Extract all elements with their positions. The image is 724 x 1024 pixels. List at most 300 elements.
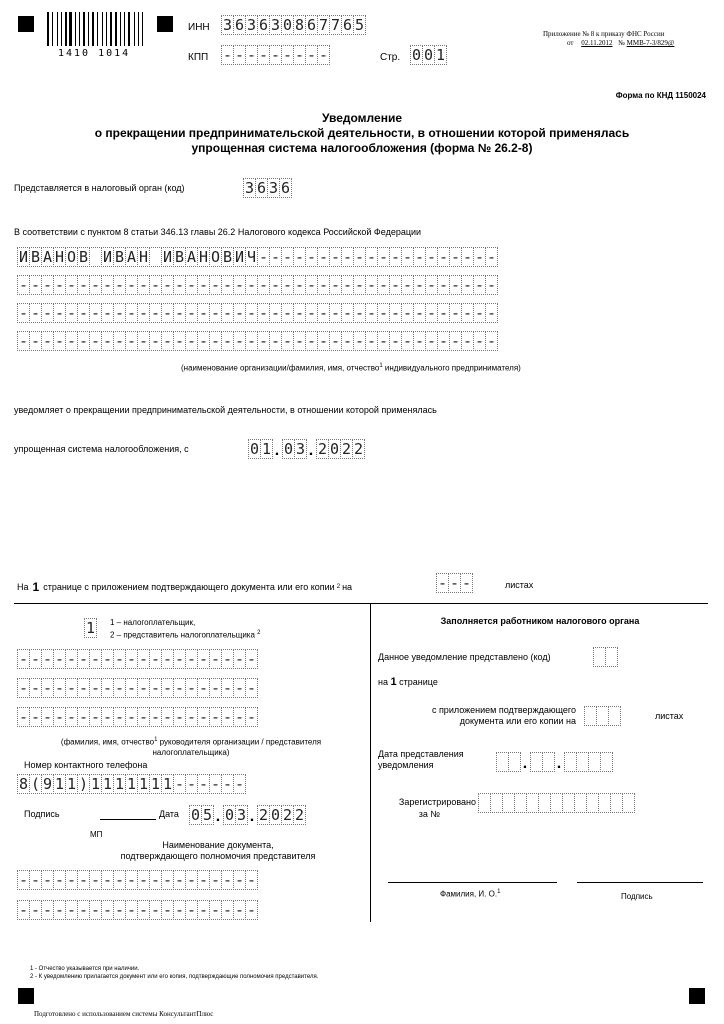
char-cell: - (318, 304, 329, 322)
char-cell: - (90, 901, 101, 919)
char-cell: Н (54, 248, 65, 266)
char-cell: - (54, 901, 65, 919)
empty-cell (622, 793, 635, 813)
doc-label (18, 840, 418, 862)
char-cell: - (474, 332, 485, 350)
char-cell: - (54, 304, 65, 322)
char-cell: - (246, 679, 257, 697)
char-cell: - (66, 901, 77, 919)
char-cell: - (342, 332, 353, 350)
char-cell: ( (30, 775, 41, 793)
form-code: Форма по КНД 1150024 (615, 91, 706, 100)
char-cell: - (234, 679, 245, 697)
char-cell: - (426, 248, 437, 266)
char-cell: - (126, 679, 137, 697)
char-cell: - (210, 332, 221, 350)
name-caption-tail: индивидуального предпринимателя) (384, 363, 521, 373)
char-cell: - (30, 679, 41, 697)
rep-caption3: налогоплательщика) (152, 747, 230, 757)
char-cell: - (270, 248, 281, 266)
char-cell: - (450, 332, 461, 350)
char-cell: - (198, 332, 209, 350)
char-cell: - (162, 304, 173, 322)
date-separator: . (274, 442, 280, 459)
char-cell: - (282, 276, 293, 294)
authority-sheets-cells (584, 706, 620, 726)
page-title (0, 111, 724, 156)
char-cell: 3 (295, 440, 306, 458)
authority-fio-text: Фамилия, И. О. (440, 889, 498, 899)
char-cell: 0 (270, 806, 281, 824)
char-cell: - (78, 304, 89, 322)
char-cell: - (186, 901, 197, 919)
char-cell: - (174, 775, 185, 793)
kpp-label: КПП (188, 52, 209, 63)
char-cell: - (174, 708, 185, 726)
char-cell: В (174, 248, 185, 266)
char-cell: - (174, 679, 185, 697)
char-cell: - (186, 679, 197, 697)
char-cell: В (30, 248, 41, 266)
char-cell: 0 (423, 46, 434, 64)
char-cell: - (78, 901, 89, 919)
char-cell: - (258, 332, 269, 350)
char-cell: 7 (330, 16, 341, 34)
char-cell: - (354, 304, 365, 322)
barcode-bar (115, 12, 117, 46)
authority-on-suffix: странице (399, 677, 438, 687)
section-divider (14, 603, 708, 604)
char-cell: 0 (283, 440, 294, 458)
char-cell: - (150, 332, 161, 350)
char-cell: - (234, 775, 245, 793)
char-cell: - (438, 304, 449, 322)
barcode-bar (131, 12, 134, 46)
name-row-3 (17, 303, 497, 323)
authority-on-count: 1 (390, 676, 397, 688)
phone-label: Номер контактного телефона (24, 760, 148, 770)
char-cell: - (318, 332, 329, 350)
char-cell: - (390, 248, 401, 266)
barcode-bar (52, 12, 53, 46)
char-cell: - (330, 332, 341, 350)
char-cell: - (162, 650, 173, 668)
char-cell: - (438, 332, 449, 350)
char-cell: - (198, 871, 209, 889)
taxpayer-option1: 1 – налогоплательщик, (110, 618, 196, 627)
char-cell: - (414, 304, 425, 322)
usn-date-month (282, 439, 306, 459)
char-cell: - (150, 708, 161, 726)
char-cell: - (54, 332, 65, 350)
char-cell: - (90, 332, 101, 350)
authority-reg-cells (478, 793, 634, 813)
barcode-bar (136, 12, 137, 46)
char-cell: - (90, 276, 101, 294)
char-cell: - (282, 248, 293, 266)
char-cell: - (222, 871, 233, 889)
char-cell: - (102, 901, 113, 919)
char-cell: - (138, 708, 149, 726)
barcode-bar (138, 12, 140, 46)
char-cell: 0 (224, 806, 235, 824)
sign-date-day (189, 805, 213, 825)
char-cell: - (390, 304, 401, 322)
char-cell: 8 (294, 16, 305, 34)
authority-on-prefix: на (378, 677, 388, 687)
barcode-bar (90, 12, 91, 46)
char-cell: - (246, 276, 257, 294)
char-cell: - (174, 276, 185, 294)
char-cell: - (138, 332, 149, 350)
char-cell: - (234, 871, 245, 889)
char-cell: - (126, 332, 137, 350)
name-caption: (наименование организации/фамилия, имя, отчество$^1$ индивидуального предпринимателя) (181, 363, 521, 373)
char-cell: 6 (258, 16, 269, 34)
char-cell: - (222, 650, 233, 668)
corner-marker-top-mid (157, 16, 173, 32)
char-cell: - (186, 775, 197, 793)
char-cell: - (414, 332, 425, 350)
title-line3: упрощенная система налогообложения (форма № 26.2-8) (191, 141, 533, 155)
char-cell: - (258, 304, 269, 322)
char-cell: И (102, 248, 113, 266)
footnotes (30, 965, 318, 981)
char-cell: - (78, 332, 89, 350)
rep-caption: (фамилия, имя, отчество$^1$ руководителя организации / представителя налогоплательщика) (18, 735, 364, 758)
barcode-bar (61, 12, 62, 46)
authority-attach (380, 705, 576, 727)
char-cell: - (294, 304, 305, 322)
char-cell: - (198, 708, 209, 726)
char-cell: - (162, 679, 173, 697)
char-cell: - (438, 276, 449, 294)
empty-cell (600, 752, 613, 772)
char-cell: И (234, 248, 245, 266)
char-cell: - (246, 708, 257, 726)
footer-note: Подготовлено с использованием системы КонсультантПлюс (34, 1010, 214, 1018)
char-cell: - (270, 332, 281, 350)
char-cell: Н (138, 248, 149, 266)
char-cell: - (306, 276, 317, 294)
char-cell: - (210, 276, 221, 294)
pages-line: На 1 странице с приложением подтверждающего документа или его копии 2 на (17, 580, 353, 594)
char-cell: - (42, 708, 53, 726)
char-cell: - (354, 276, 365, 294)
char-cell: 1 (54, 775, 65, 793)
char-cell: - (150, 276, 161, 294)
char-cell: - (342, 276, 353, 294)
char-cell: - (30, 332, 41, 350)
char-cell: - (18, 679, 29, 697)
char-cell: О (210, 248, 221, 266)
char-cell: - (258, 46, 269, 64)
barcode-bar (126, 12, 127, 46)
char-cell: - (246, 871, 257, 889)
char-cell: - (126, 650, 137, 668)
char-cell: - (234, 708, 245, 726)
char-cell: - (54, 871, 65, 889)
char-cell: - (162, 276, 173, 294)
char-cell: - (42, 332, 53, 350)
char-cell: - (126, 276, 137, 294)
barcode-bar (50, 12, 51, 46)
char-cell: И (162, 248, 173, 266)
char-cell: - (186, 332, 197, 350)
usn-date (248, 439, 364, 459)
authority-reg2: за № (418, 809, 440, 819)
date-separator: . (522, 755, 528, 772)
appendix-line2 (567, 39, 674, 47)
char-cell: - (66, 304, 77, 322)
char-cell: - (66, 332, 77, 350)
barcode-bar (47, 12, 49, 46)
char-cell: - (42, 276, 53, 294)
taxpayer-options: 1 – налогоплательщик, 2 – представитель налогоплательщика $^2$ (110, 618, 261, 640)
authority-date-day (496, 752, 520, 772)
barcode-bar (83, 12, 85, 46)
char-cell: - (54, 708, 65, 726)
char-cell: - (114, 304, 125, 322)
char-cell: 6 (256, 179, 267, 197)
sign-date (189, 805, 305, 825)
char-cell: 1 (261, 440, 272, 458)
barcode-bar (97, 12, 98, 46)
char-cell: 3 (268, 179, 279, 197)
barcode-bar (92, 12, 95, 46)
char-cell: - (210, 871, 221, 889)
char-cell: ) (78, 775, 89, 793)
char-cell: 8 (18, 775, 29, 793)
corner-marker-bottom-left (18, 988, 34, 1004)
mp-label: МП (90, 830, 103, 839)
char-cell: - (246, 304, 257, 322)
authority-reg-label (378, 796, 476, 820)
char-cell: - (282, 332, 293, 350)
char-cell: - (222, 679, 233, 697)
char-cell: - (234, 332, 245, 350)
char-cell: 1 (114, 775, 125, 793)
barcode-bar (142, 12, 143, 46)
authority-date2: уведомления (378, 760, 434, 770)
char-cell: - (138, 901, 149, 919)
char-cell: - (210, 304, 221, 322)
char-cell: А (126, 248, 137, 266)
phone-cells (17, 774, 245, 794)
char-cell: - (438, 248, 449, 266)
corner-marker-top-left (18, 16, 34, 32)
appendix-date: 02.11.2012 (581, 39, 613, 47)
char-cell: - (246, 332, 257, 350)
char-cell: - (198, 304, 209, 322)
char-cell: - (54, 679, 65, 697)
char-cell: - (30, 871, 41, 889)
authority-date-cells (496, 752, 612, 772)
taxpayer-option2: 2 – представитель налогоплательщика (110, 630, 255, 640)
char-cell: - (18, 871, 29, 889)
authority-on-pages (378, 676, 438, 688)
barcode-bar (57, 12, 58, 46)
char-cell: - (330, 276, 341, 294)
char-cell: - (78, 708, 89, 726)
char-cell: - (66, 679, 77, 697)
char-cell: - (318, 248, 329, 266)
barcode-bar (113, 12, 114, 46)
char-cell: - (246, 650, 257, 668)
char-cell: - (102, 679, 113, 697)
char-cell: - (354, 248, 365, 266)
char-cell: Ч (246, 248, 257, 266)
char-cell: 0 (190, 806, 201, 824)
date-separator: . (249, 808, 255, 825)
char-cell: - (162, 871, 173, 889)
pages-on: на (342, 582, 353, 592)
char-cell: - (294, 276, 305, 294)
char-cell: - (330, 248, 341, 266)
title-line1: Уведомление (321, 111, 402, 125)
char-cell: - (210, 679, 221, 697)
char-cell: О (66, 248, 77, 266)
barcode-bar (118, 12, 119, 46)
char-cell: - (78, 871, 89, 889)
char-cell: - (390, 276, 401, 294)
barcode-bar (68, 12, 69, 46)
char-cell: - (30, 276, 41, 294)
char-cell: 2 (294, 806, 305, 824)
char-cell: - (126, 708, 137, 726)
char-cell: - (354, 332, 365, 350)
char-cell: - (210, 708, 221, 726)
appendix-line1: Приложение № 8 к приказу ФНС России (543, 30, 665, 38)
fio-line (388, 882, 557, 883)
char-cell: - (150, 871, 161, 889)
char-cell: - (402, 276, 413, 294)
char-cell: - (150, 679, 161, 697)
doc-block (17, 870, 257, 920)
char-cell: В (78, 248, 89, 266)
appendix-no-label: № (618, 39, 625, 47)
sign-label: Подпись (24, 809, 60, 819)
char-cell: - (126, 304, 137, 322)
authority-code-cells (593, 647, 617, 667)
char-cell: - (186, 304, 197, 322)
char-cell: 1 (126, 775, 137, 793)
barcode-bar (95, 12, 96, 46)
char-cell: - (114, 332, 125, 350)
char-cell: - (138, 304, 149, 322)
char-cell: - (222, 276, 233, 294)
barcode-bar (124, 12, 125, 46)
char-cell: 2 (282, 806, 293, 824)
char-cell: - (234, 276, 245, 294)
char-cell: - (294, 248, 305, 266)
char-cell: 6 (280, 179, 291, 197)
char-cell: - (114, 871, 125, 889)
char-cell: - (78, 650, 89, 668)
footnote-1: 1 - Отчество указывается при наличии. (30, 966, 140, 972)
char-cell: - (102, 708, 113, 726)
char-cell: - (42, 304, 53, 322)
char-cell: - (462, 276, 473, 294)
barcode-bar (53, 12, 56, 46)
char-cell: - (18, 708, 29, 726)
char-cell: - (378, 248, 389, 266)
name-caption-text: (наименование организации/фамилия, имя, отчество (181, 363, 380, 373)
char-cell: - (198, 679, 209, 697)
char-cell: - (258, 276, 269, 294)
rep-row-3 (17, 707, 257, 727)
char-cell: 0 (282, 16, 293, 34)
char-cell: - (234, 901, 245, 919)
barcode-bar (144, 12, 146, 46)
char-cell: - (318, 46, 329, 64)
char-cell: - (462, 304, 473, 322)
notify-text: уведомляет о прекращении предпринимательской деятельности, в отношении которой применялась (14, 405, 437, 415)
char-cell: 1 (150, 775, 161, 793)
char-cell: - (198, 276, 209, 294)
barcode-number: 1410 1014 (58, 48, 131, 59)
char-cell: - (186, 871, 197, 889)
barcode-bar (108, 12, 109, 46)
char-cell: 1 (435, 46, 446, 64)
char-cell: 2 (341, 440, 352, 458)
char-cell: - (486, 304, 497, 322)
char-cell: - (198, 901, 209, 919)
char-cell: - (18, 901, 29, 919)
char-cell: - (114, 679, 125, 697)
char-cell: - (138, 650, 149, 668)
char-cell: - (366, 332, 377, 350)
char-cell: - (102, 276, 113, 294)
char-cell: - (42, 871, 53, 889)
char-cell: - (102, 304, 113, 322)
char-cell: 0 (411, 46, 422, 64)
char-cell: - (414, 248, 425, 266)
doc-label1: Наименование документа, (162, 840, 274, 850)
char-cell: - (474, 248, 485, 266)
char-cell: - (402, 332, 413, 350)
char-cell: - (210, 650, 221, 668)
char-cell: 1 (85, 619, 96, 637)
char-cell: - (486, 276, 497, 294)
empty-cell (608, 706, 621, 726)
char-cell: - (426, 276, 437, 294)
char-cell: - (306, 332, 317, 350)
char-cell: - (126, 901, 137, 919)
pages-sheets-cells (436, 573, 472, 593)
doc-row-1 (17, 870, 257, 890)
char-cell: - (246, 46, 257, 64)
authority-sheets-suffix: листах (655, 711, 684, 721)
authority-date-year (564, 752, 612, 772)
char-cell: 0 (249, 440, 260, 458)
char-cell: - (210, 901, 221, 919)
char-cell: 3 (236, 806, 247, 824)
char-cell: - (138, 871, 149, 889)
char-cell: - (90, 304, 101, 322)
char-cell: - (138, 679, 149, 697)
barcode-bar (79, 12, 80, 46)
name-row-1 (17, 247, 497, 267)
char-cell: - (342, 304, 353, 322)
char-cell: - (294, 332, 305, 350)
pages-suffix: листах (505, 580, 534, 590)
barcode-bar (104, 12, 106, 46)
barcode-bar (140, 12, 141, 46)
char-cell: - (102, 332, 113, 350)
sign-date-year (257, 805, 305, 825)
char-cell: - (366, 248, 377, 266)
